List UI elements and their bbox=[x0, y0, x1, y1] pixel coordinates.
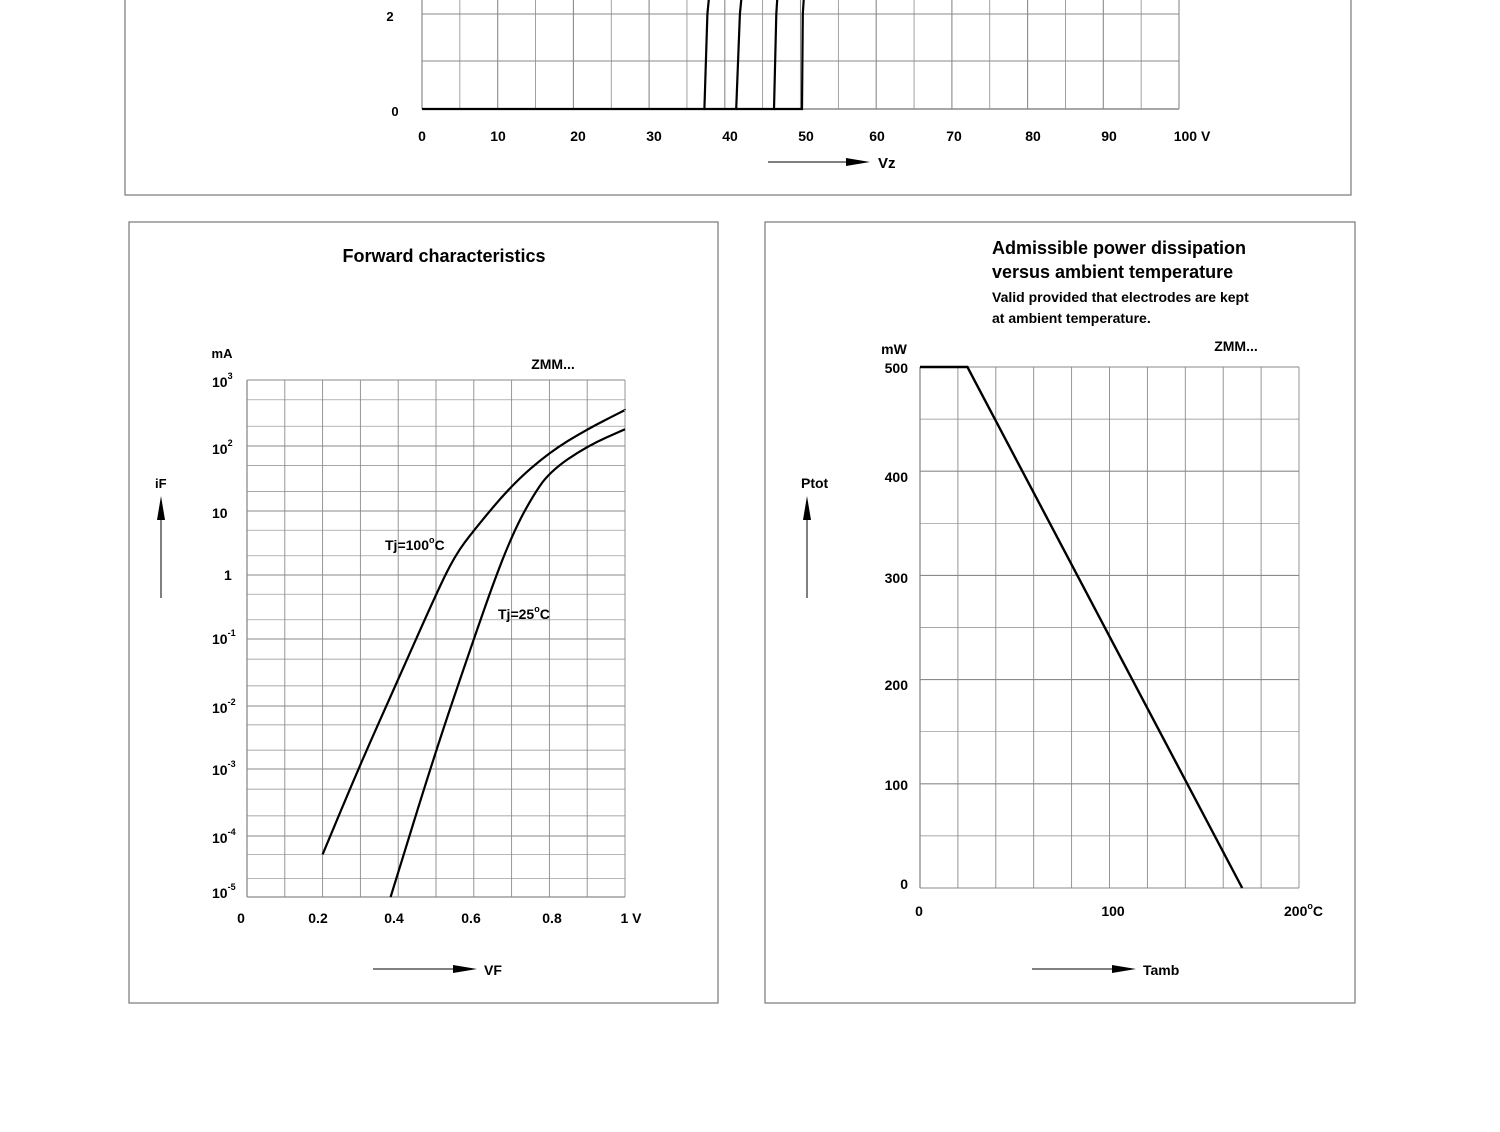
zener-grid bbox=[422, 0, 1179, 109]
zener-x-tick: 100 V bbox=[1173, 128, 1211, 144]
forward-x-tick: 0.6 bbox=[461, 910, 481, 926]
forward-y-tick-1e-4: $10^{-4}$ bbox=[212, 827, 236, 846]
zener-chart bbox=[386, 0, 1211, 172]
forward-x-ticks bbox=[237, 910, 642, 926]
zener-panel-frame bbox=[125, 0, 1351, 195]
power-x-tick: 200$^o$C bbox=[1284, 901, 1323, 919]
power-y-label: Ptot bbox=[801, 475, 829, 491]
forward-y-tick-1: 1 bbox=[224, 567, 232, 583]
forward-y-tick-1e2: $10^2$ bbox=[212, 438, 233, 457]
power-y-tick: 200 bbox=[884, 677, 908, 693]
power-title-line-2: versus ambient temperature bbox=[992, 262, 1234, 282]
zener-x-tick: 60 bbox=[869, 128, 885, 144]
power-subtitle-line-1: Valid provided that electrodes are kept bbox=[992, 289, 1249, 305]
forward-y-tick-1e-5: $10^{-5}$ bbox=[212, 882, 236, 901]
power-x-tick: 100 bbox=[1101, 903, 1125, 919]
zener-y-tick-0: 0 bbox=[391, 104, 399, 119]
zener-curves bbox=[422, 0, 804, 109]
power-title-line-1: Admissible power dissipation bbox=[992, 238, 1247, 258]
forward-x-axis-arrow bbox=[373, 965, 477, 973]
power-y-tick: 100 bbox=[884, 777, 908, 793]
forward-label-tj25: $Tj=25^oC$ bbox=[498, 604, 550, 622]
forward-y-tick-1e-1: $10^{-1}$ bbox=[212, 628, 236, 647]
forward-x-tick: 0.2 bbox=[308, 910, 328, 926]
zener-x-tick: 70 bbox=[946, 128, 962, 144]
zener-y-ticks bbox=[386, 9, 398, 119]
power-annotation: ZMM... bbox=[1214, 338, 1258, 354]
zener-x-axis-arrow bbox=[768, 158, 870, 166]
zener-x-tick: 50 bbox=[798, 128, 814, 144]
forward-y-label: iF bbox=[155, 476, 167, 491]
zener-curve bbox=[736, 0, 778, 109]
forward-chart bbox=[155, 246, 642, 978]
zener-x-tick: 80 bbox=[1025, 128, 1041, 144]
power-y-axis-arrow bbox=[803, 496, 811, 598]
power-y-unit: mW bbox=[881, 341, 907, 357]
forward-x-tick: 0 bbox=[237, 910, 245, 926]
power-y-tick: 400 bbox=[884, 469, 908, 485]
forward-y-tick-1e-3: $10^{-3}$ bbox=[212, 759, 236, 778]
forward-x-tick: 0.8 bbox=[542, 910, 562, 926]
zener-curve bbox=[422, 0, 710, 109]
zener-x-tick: 30 bbox=[646, 128, 662, 144]
zener-curve bbox=[704, 0, 742, 109]
forward-title: Forward characteristics bbox=[342, 246, 546, 266]
forward-x-label: VF bbox=[484, 962, 502, 978]
forward-y-tick-1e-2: $10^{-2}$ bbox=[212, 697, 236, 716]
forward-x-tick: 1 V bbox=[620, 910, 642, 926]
power-y-tick: 300 bbox=[884, 570, 908, 586]
power-x-ticks bbox=[915, 901, 1323, 919]
zener-x-ticks bbox=[418, 128, 1211, 144]
forward-y-tick-1e3: $10^3$ bbox=[212, 371, 233, 390]
power-y-tick: 500 bbox=[884, 360, 908, 376]
forward-curve bbox=[391, 429, 625, 897]
forward-x-tick: 0.4 bbox=[384, 910, 404, 926]
zener-y-tick-2: 2 bbox=[386, 9, 394, 24]
power-subtitle-line-2: at ambient temperature. bbox=[992, 310, 1151, 326]
power-y-tick: 0 bbox=[900, 876, 908, 892]
forward-label-tj100: $Tj=100^oC$ bbox=[385, 535, 445, 553]
forward-y-tick-10: 10 bbox=[212, 505, 228, 521]
power-grid bbox=[920, 367, 1299, 888]
forward-y-unit: mA bbox=[211, 346, 233, 361]
zener-x-label: Vz bbox=[878, 155, 896, 172]
zener-x-tick: 90 bbox=[1101, 128, 1117, 144]
zener-x-tick: 10 bbox=[490, 128, 506, 144]
forward-y-axis-arrow bbox=[157, 496, 165, 598]
power-y-ticks bbox=[885, 360, 909, 892]
forward-y-ticks bbox=[212, 371, 236, 901]
power-panel-frame bbox=[765, 222, 1355, 1003]
forward-grid bbox=[247, 380, 625, 897]
power-x-label: Tamb bbox=[1143, 962, 1180, 978]
zener-x-tick: 40 bbox=[722, 128, 738, 144]
zener-x-tick: 0 bbox=[418, 128, 426, 144]
zener-curve bbox=[774, 0, 804, 109]
zener-x-tick: 20 bbox=[570, 128, 586, 144]
power-x-axis-arrow bbox=[1032, 965, 1136, 973]
power-x-tick: 0 bbox=[915, 903, 923, 919]
forward-annotation: ZMM... bbox=[531, 356, 575, 372]
power-chart bbox=[801, 238, 1323, 978]
